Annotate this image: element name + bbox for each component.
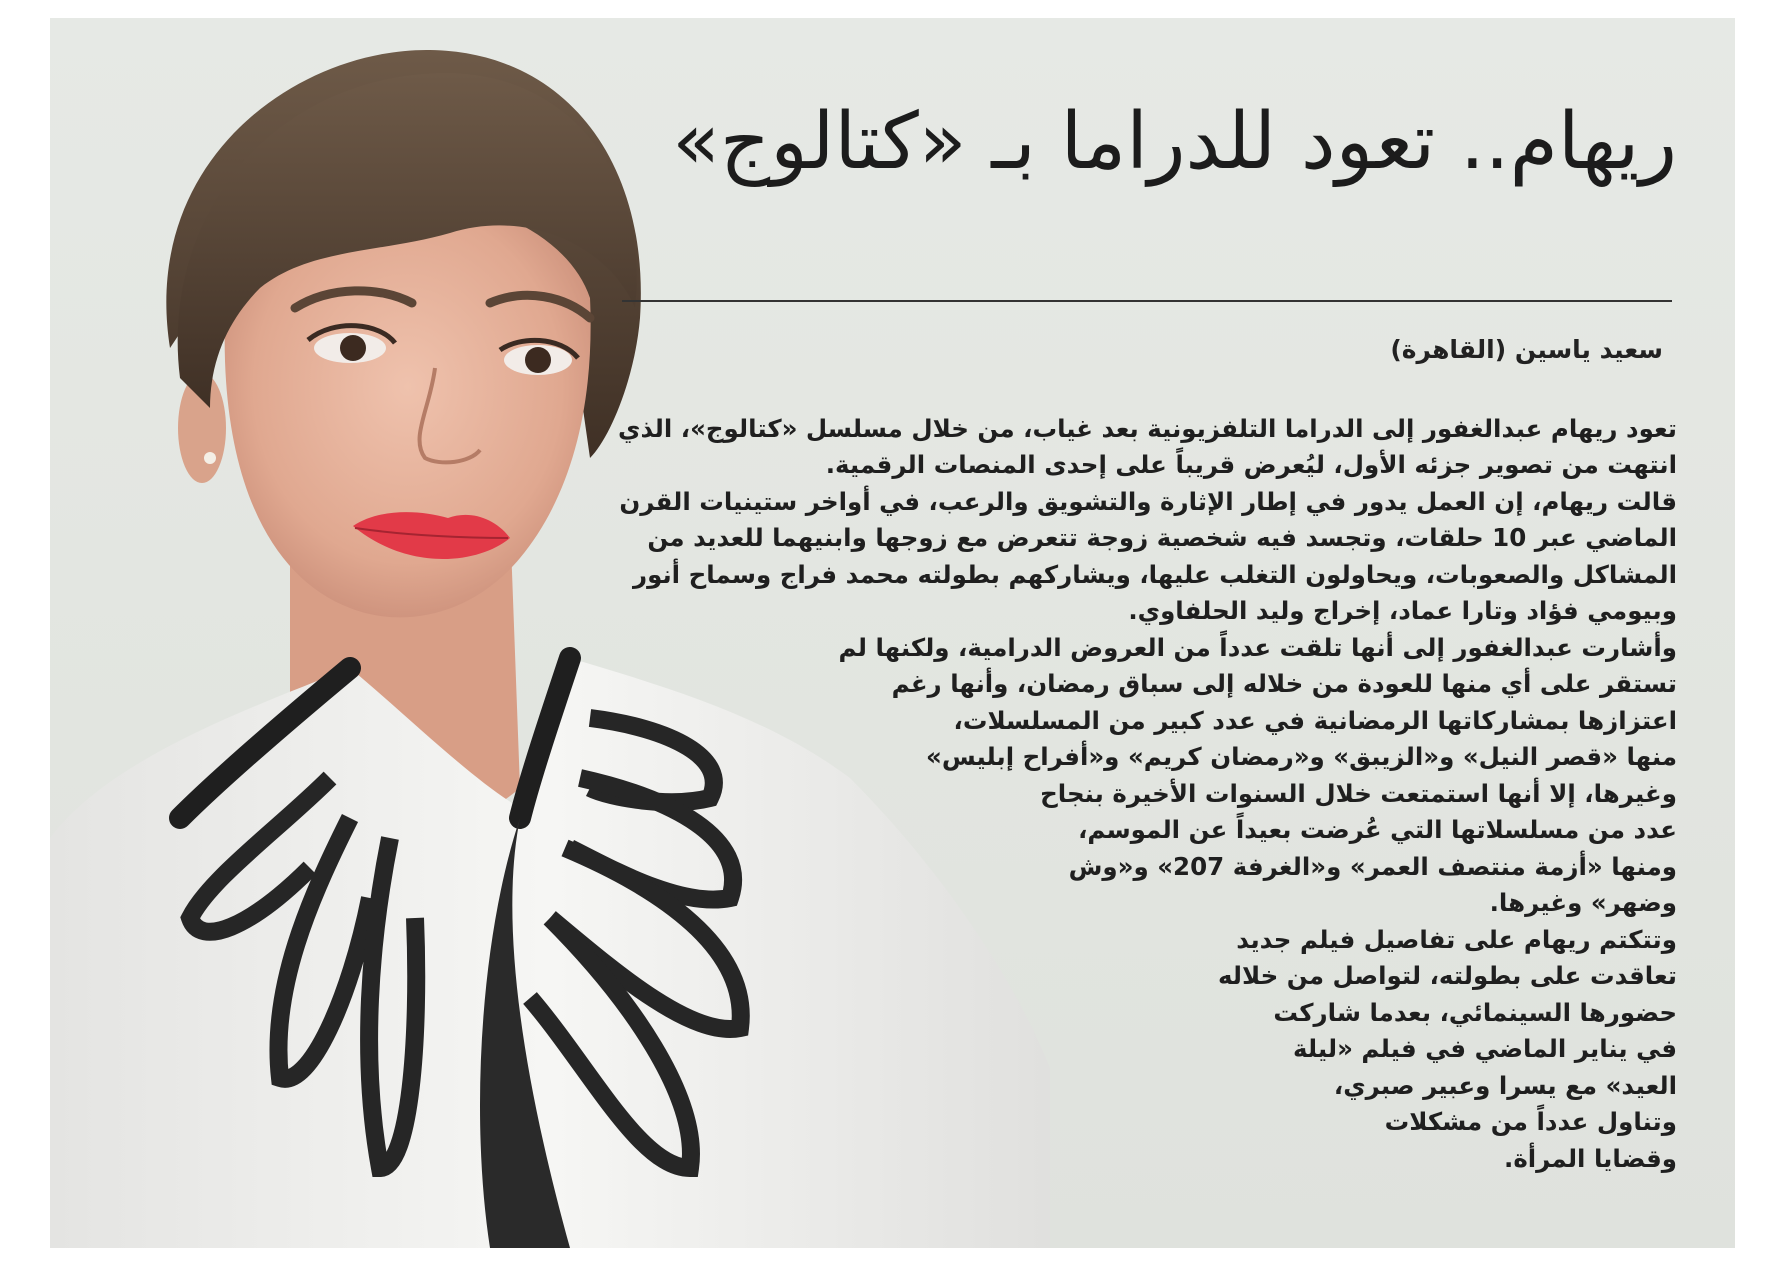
body-line: وتتكتم ريهام على تفاصيل فيلم جديد [1236,925,1677,954]
body-line: حضورها السينمائي، بعدما شاركت [1273,998,1677,1027]
headline: ريهام.. تعود للدراما بـ «كتالوج» [672,97,1677,187]
body-line: وقضايا المرأة. [1504,1144,1677,1173]
body-line: قالت ريهام، إن العمل يدور في إطار الإثارة والتشويق والرعب، في أواخر ستينيات القرن [619,487,1677,516]
body-line: اعتزازها بمشاركاتها الرمضانية في عدد كبير من المسلسلات، [953,706,1677,735]
body-line: وضهر» وغيرها. [1489,888,1677,917]
body-line: وتناول عدداً من مشكلات [1384,1107,1677,1136]
body-line: وأشارت عبدالغفور إلى أنها تلقت عدداً من العروض الدرامية، ولكنها لم [838,633,1677,662]
body-line: منها «قصر النيل» و«الزيبق» و«رمضان كريم» و«أفراح إبليس» [926,742,1677,771]
body-line: ومنها «أزمة منتصف العمر» و«الغرفة 207» و«وش [1068,852,1677,881]
body-line: انتهت من تصوير جزئه الأول، ليُعرض قريباً على إحدى المنصات الرقمية. [825,450,1677,479]
body-line: عدد من مسلسلاتها التي عُرضت بعيداً عن الموسم، [1078,815,1677,844]
body-line: في يناير الماضي في فيلم «ليلة [1293,1034,1677,1063]
body-line: تعاقدت على بطولته، لتواصل من خلاله [1217,961,1677,990]
body-line: الماضي عبر 10 حلقات، وتجسد فيه شخصية زوجة تتعرض مع زوجها وابنيهما للعديد من [647,523,1677,552]
body-line: المشاكل والصعوبات، ويحاولون التغلب عليها، ويشاركهم بطولته محمد فراج وسماح أنور [632,560,1677,589]
body-line: تستقر على أي منها للعودة من خلاله إلى سباق رمضان، وأنها رغم [891,669,1677,698]
body-line: تعود ريهام عبدالغفور إلى الدراما التلفزيونية بعد غياب، من خلال مسلسل «كتالوج»، الذي [618,414,1677,443]
newspaper-page [50,18,1735,1248]
body-line: وبيومي فؤاد وتارا عماد، إخراج وليد الحلفاوي. [1128,596,1677,625]
byline: سعيد ياسين (القاهرة) [1390,335,1663,364]
headline-divider [622,300,1672,302]
body-line: العيد» مع يسرا وعبير صبري، [1333,1071,1677,1100]
body-line: وغيرها، إلا أنها استمتعت خلال السنوات الأخيرة بنجاح [1040,779,1677,808]
